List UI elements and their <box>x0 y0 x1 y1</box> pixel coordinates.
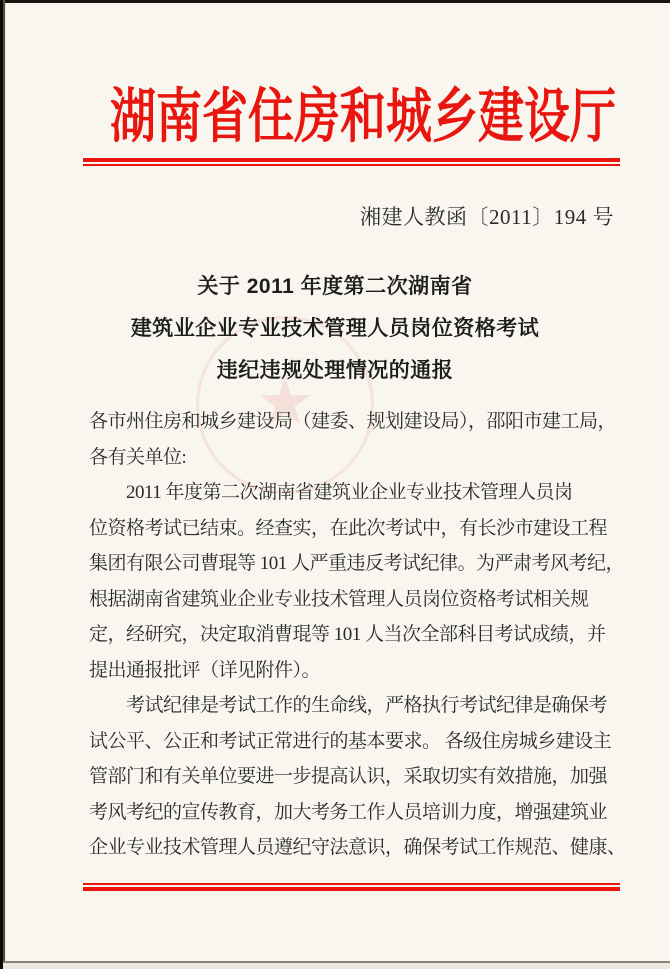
scan-edge-bottom <box>3 961 670 969</box>
body-line: 根据湖南省建筑业企业专业技术管理人员岗位资格考试相关规 <box>89 588 589 610</box>
seal-star-icon: ★ <box>255 363 315 441</box>
agency-masthead <box>0 84 670 150</box>
title-line-3: 违纪违规处理情况的通报 <box>216 359 454 382</box>
footer-rule-thick-bar <box>83 887 620 891</box>
body-line: 提出通报批评（详见附件）。 <box>89 659 321 681</box>
body-line: 定，经研究，决定取消曹琨等 101 人当次全部科目考试成绩，并 <box>89 624 606 645</box>
body-line: 试公平、公正和考试正常进行的基本要求。 各级住房城乡建设主 <box>89 730 612 752</box>
body-line: 考风考纪的宣传教育，加大考务工作人员培训力度，增强建筑业 <box>89 801 608 823</box>
body-line: 位资格考试已结束。经查实，在此次考试中，有长沙市建设工程 <box>89 517 608 539</box>
document-number: 湘建人教函〔2011〕194 号 <box>360 205 614 229</box>
scan-edge-top <box>0 0 670 3</box>
agency-name: 湖南省住房和城乡建设厅 <box>110 84 616 150</box>
document-body <box>89 404 625 866</box>
title-line-2: 建筑业企业专业技术管理人员岗位资格考试 <box>130 317 540 340</box>
recipient-line: 各有关单位: <box>89 446 187 468</box>
title-line-1: 关于 2011 年度第二次湖南省 <box>197 275 473 298</box>
letterhead-rule-thin-bar <box>83 164 620 166</box>
body-line: 企业专业技术管理人员遵纪守法意识，确保考试工作规范、健康、 <box>89 837 626 858</box>
recipient-line: 各市州住房和城乡建设局（建委、规划建设局），邵阳市建工局， <box>89 411 617 432</box>
body-line: 集团有限公司曹琨等 101 人严重违反考试纪律。为严肃考风考纪， <box>89 553 625 574</box>
body-line: 管部门和有关单位要进一步提高认识，采取切实有效措施，加强 <box>89 766 608 787</box>
body-line: 考试纪律是考试工作的生命线，严格执行考试纪律是确保考 <box>89 695 608 716</box>
document-title <box>0 266 670 392</box>
body-line: 2011 年度第二次湖南省建筑业企业专业技术管理人员岗 <box>89 482 573 503</box>
scan-edge-left <box>0 0 6 969</box>
footer-red-rule <box>83 883 620 891</box>
letterhead-red-rule <box>83 158 620 166</box>
